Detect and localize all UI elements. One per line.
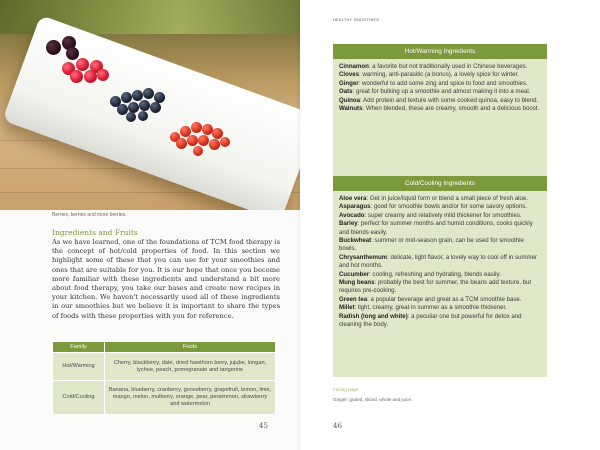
list-item [339, 80, 541, 88]
list-item [339, 220, 541, 237]
hot-warming-list [333, 59, 547, 113]
ingredient-name: Barley [339, 220, 358, 228]
ingredient-name: Cloves [339, 71, 359, 79]
raspberry [97, 69, 109, 81]
ingredient-name: Ginger [339, 79, 359, 87]
list-item [339, 71, 541, 79]
ingredient-name: Oats [339, 88, 353, 96]
ingredient-description: : a popular beverage and great as a TCM smoothie base. [367, 295, 522, 303]
blueberry [132, 90, 143, 101]
blackberry [46, 40, 61, 55]
ingredient-description: : summer or mid-season grain, can be used for smoothie bowls. [339, 237, 524, 253]
raspberry [84, 70, 97, 83]
berries-photo [0, 0, 300, 210]
ingredient-description: : light, creamy, great in summer as a smoothie thickener. [354, 304, 507, 312]
ingredient-description: : When blended, these are creamy, smooth and a delicious boost. [362, 105, 540, 113]
red-currant [176, 138, 187, 149]
ingredient-name: Avocado [339, 211, 365, 219]
blueberry [121, 92, 132, 103]
ingredient-name: Radish (long and white) [339, 312, 408, 320]
section-heading: Ingredients and Fruits [52, 228, 138, 237]
table-header-row [53, 342, 276, 353]
ingredient-description: : super creamy and relatively mild thickener for smoothies. [364, 211, 522, 219]
ingredient-name: Walnuts [339, 105, 363, 113]
ingredient-name: Cucumber [339, 270, 370, 278]
list-item [339, 212, 541, 220]
ingredient-name: Buckwheat [339, 237, 372, 245]
family-cell: Cold/Cooling [53, 381, 105, 415]
raspberry [70, 70, 83, 83]
ingredient-name: Aloe vera [339, 195, 367, 202]
list-item [339, 105, 541, 113]
intro-paragraph: As we have learned, one of the foundations of TCM food therapy is the concept of hot/cold properties of food. In this section we highlight some of these that you can use for your smoothies and ones that are suitable for you. It is our hope that once you become more familiar with these ingredients and understand a bit more about food therapy, you take our bases and create new recipes in your kitchen. We haven't necessarily used all of these ingredients in our smoothies but we believe it is important to share the types of foods with these properties with you for reference. [52, 238, 280, 320]
ingredient-description: : Get in juice/liquid form or blend a small piece of fresh aloe. [366, 195, 529, 202]
ingredient-name: Mung beans [339, 279, 375, 287]
fruit-family-table [52, 341, 276, 415]
list-item [339, 296, 541, 304]
ingredient-description: : Add protein and texture with some cooked quinoa, easy to blend. [360, 96, 539, 104]
cold-cooling-list [333, 191, 547, 330]
table-row [53, 381, 276, 415]
blueberry [126, 112, 136, 122]
column-header-fruits: Fruits [105, 342, 276, 353]
facing-page-label: Facing page [333, 387, 359, 392]
blueberry [138, 111, 148, 121]
blueberry [143, 88, 154, 99]
column-header-family: Family [53, 342, 105, 353]
hot-warming-box [333, 44, 547, 176]
list-item [339, 63, 541, 71]
right-page [300, 0, 600, 450]
ingredient-description: : a peculiar one but powerful for detox and cleaning the body. [339, 312, 522, 329]
family-cell: Hot/Warming [53, 353, 105, 381]
fruits-cell: Banana, blueberry, cranberry, gooseberry, grapefruit, lemon, lime, mango, melon, mulberry, orange, pear, persimmon, strawberry and watermelon [105, 381, 276, 415]
list-item [339, 88, 541, 96]
ingredient-name: Cinnamon [339, 63, 369, 70]
ingredient-description: : great for bulking up a smoothie and almost making it into a meal. [352, 88, 531, 96]
ingredient-name: Asparagus [339, 203, 371, 211]
red-currant [220, 137, 230, 147]
ingredient-description: : perfect for summer months and humid conditions, cooks quickly and blends easily. [339, 220, 533, 236]
list-item [339, 271, 541, 279]
list-item [339, 279, 541, 296]
raspberry [76, 58, 89, 71]
fruits-cell: Cherry, blackberry, date, dried hawthorn berry, jujube, longan, lychee, peach, pomegranate and tangerine [105, 353, 276, 381]
ingredient-name: Quinoa [339, 96, 360, 104]
blackberry [66, 47, 79, 60]
list-item [339, 195, 541, 203]
ingredient-description: : good for smoothie bowls and/or for some savory options. [370, 203, 527, 211]
cold-cooling-title: Cold/Cooling Ingredients [333, 176, 547, 191]
photo-caption: Berries, berries and more berries. [52, 212, 127, 218]
red-currant [191, 122, 202, 133]
ingredient-name: Green tea [339, 295, 368, 303]
page-number: 45 [259, 422, 268, 430]
ingredient-name: Millet [339, 304, 355, 312]
ingredient-description: : a favorite but not traditionally used in Chinese beverages. [368, 63, 528, 70]
red-currant [193, 146, 203, 156]
ingredient-description: : delicate, light flavor, a lovely way to cool off in summer and hot months. [339, 253, 538, 270]
ingredient-description: : cooling, refreshing and hydrating, blends easily. [369, 270, 501, 278]
table-row [53, 353, 276, 381]
ingredient-description: : probably the best for summer, the beans add texture, but requires pre-cooking. [339, 279, 532, 295]
red-currant [198, 135, 209, 146]
list-item [339, 203, 541, 211]
running-head: HEALTHY SMOOTHIES [333, 18, 380, 22]
list-item [339, 237, 541, 254]
blueberry [150, 102, 161, 113]
list-item [339, 97, 541, 105]
ingredient-description: : wonderful to add some zing and spice to food and smoothies. [358, 79, 528, 87]
list-item [339, 304, 541, 312]
facing-page-caption: Ginger: grated, sliced, whole and juice. [333, 397, 413, 402]
page-number: 46 [333, 422, 342, 430]
red-currant [209, 139, 220, 150]
list-item [339, 254, 541, 271]
cold-cooling-box [333, 176, 547, 377]
ingredient-description: : warming, anti-parasitic (a bonus), a lovely spice for winter. [358, 71, 519, 79]
red-currant [187, 135, 198, 146]
list-item [339, 313, 541, 330]
ingredient-name: Chrysanthemum [339, 253, 388, 261]
hot-warming-title: Hot/Warming Ingredients [333, 44, 547, 59]
blueberry [139, 100, 150, 111]
